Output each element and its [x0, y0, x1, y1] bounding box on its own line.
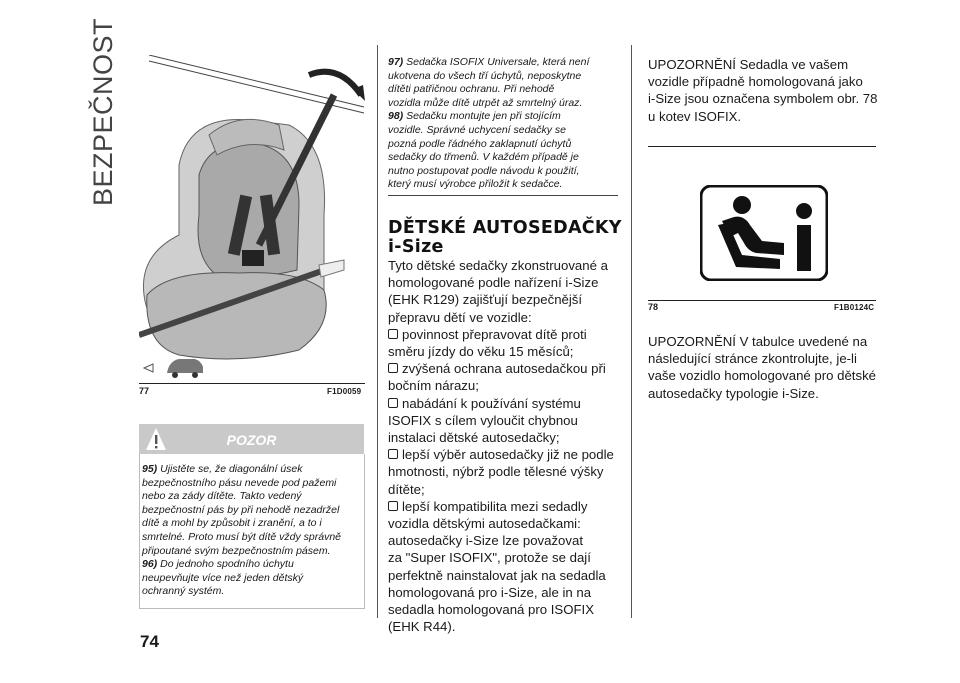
warning-body [139, 454, 365, 609]
bullet-square-icon [388, 329, 398, 339]
note-96-number: 96) [142, 558, 158, 571]
note-97-number: 97) [388, 56, 404, 68]
bullet-item: povinnost přepravovat dítě proti [388, 326, 628, 343]
bullet-square-icon [388, 449, 398, 459]
warning-note-95: 95) Ujistěte se, že diagonální úsek bezpečnostního pásu nevede pod pažemi nebo za zády dítěte. Takto vedený bezpečnostní pás by při nehodě nezadržel dítě a mohl by způsobit i zranění, a to i smrtelné. Proto musí být dítě vždy správně připoutané svým bezpečnostním pásem. 96) Do jednoho spodního úchytu neupevňujte více než jeden dětský ochranný systém. [142, 463, 341, 598]
figure-77-number: 77 [139, 386, 150, 396]
right-paragraph-2: UPOZORNĚNÍ V tabulce uvedené na následující stránce zkontrolujte, je-li vaše vozidlo homologované pro dětské autosedačky typologie i-Size. [648, 334, 876, 401]
section-body: Tyto dětské sedačky zkonstruované a homologované podle nařízení i-Size (EHK R129) zajišťují bezpečnější přepravu dětí ve vozidle: povinnost přepravovat dítě proti směru jízdy do věku 15 měsíců; zvýšená ochrana autosedačkou při bočním nárazu; nabádání k používání systému ISOFIX s cílem vyloučit chybnou instalaci dětské autosedačky; lepší výběr autosedačky již ne podle hmotnosti, nýbrž podle tělesné výšky dítěte; lepší kompatibilita mezi sedadly vozidla dětskými autosedačkami: autosedačky i-Size lze považovat za "Super ISOFIX", protože se dají perfektně nainstalovat jak na sedadla homologovaná pro i-Size, ale in na sedadla homologovaná pro ISOFIX (EHK R44). [388, 257, 628, 635]
section-heading: DĚTSKÉ AUTOSEDAČKY i-Size [388, 218, 622, 257]
note-98-number: 98) [388, 110, 404, 123]
figure-77-rule [139, 383, 365, 384]
bullet-square-icon [388, 501, 398, 511]
right-paragraph-1: UPOZORNĚNÍ Sedadla ve vašem vozidle případně homologovaná jako i-Size jsou označena symbolem obr. 78 u kotev ISOFIX. [648, 57, 878, 124]
bullet-item: lepší kompatibilita mezi sedadly [388, 498, 628, 515]
notes-rule [388, 195, 618, 196]
bullet-item: lepší výběr autosedačky již ne podle [388, 446, 628, 463]
bullet-item: zvýšená ochrana autosedačkou při [388, 360, 628, 377]
bullet-square-icon [388, 398, 398, 408]
page-number: 74 [140, 632, 159, 651]
figure-78-number: 78 [648, 302, 659, 312]
note-95-number: 95) [142, 463, 158, 475]
bullet-square-icon [388, 363, 398, 373]
figure-77-code: F1D0059 [327, 387, 362, 396]
chapter-side-title: BEZPEČNOST [88, 17, 118, 206]
warning-title: POZOR [226, 432, 277, 448]
figure-78-code: F1B0124C [834, 303, 875, 312]
bullet-item: nabádání k používání systému [388, 395, 628, 412]
figure-78-top-rule [648, 146, 876, 147]
figure-78-rule [648, 300, 876, 301]
figure-78-isize-symbol [700, 185, 828, 281]
column-divider-right [631, 45, 632, 618]
figure-77-child-seat-illustration [139, 55, 365, 380]
column-divider-left [377, 45, 378, 618]
warning-header [139, 424, 364, 454]
notes-97-98: 97) Sedačka ISOFIX Universale, která není ukotvena do všech tří úchytů, neposkytne dítěti patřičnou ochranu. Při nehodě vozidla může dítě utrpět až smrtelný úraz. 98) Sedačku montujte jen při stojícím vozidle. Správné uchycení sedačky se pozná podle řádného zaklapnutí úchytů sedačky do třmenů. V každém případě je nutno postupovat podle návodu k použití, který musí výrobce přiložit k sedačce. [388, 56, 590, 191]
